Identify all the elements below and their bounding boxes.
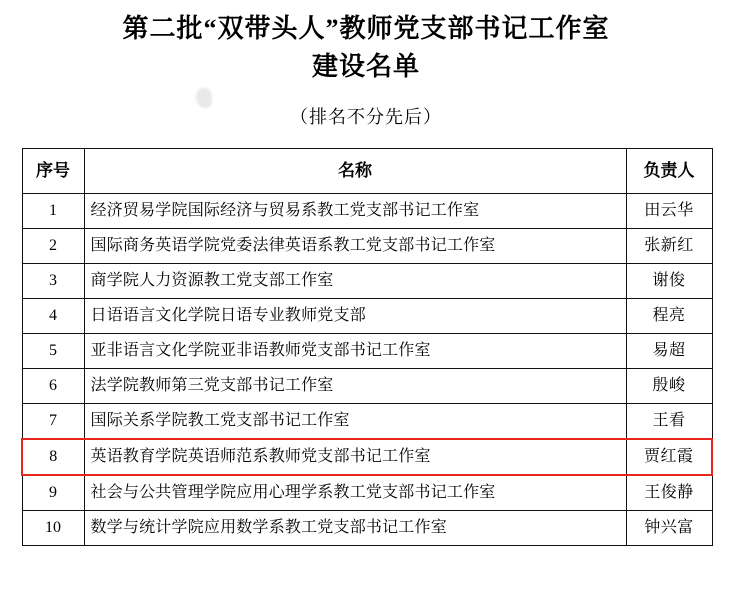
paper-smudge — [196, 88, 212, 108]
cell-name: 日语语言文化学院日语专业教师党支部 — [84, 299, 626, 334]
cell-seq: 6 — [22, 369, 84, 404]
table-row — [22, 475, 712, 511]
cell-seq: 2 — [22, 229, 84, 264]
cell-seq: 3 — [22, 264, 84, 299]
table-body — [22, 194, 712, 546]
cell-name: 商学院人力资源教工党支部工作室 — [84, 264, 626, 299]
cell-seq: 7 — [22, 404, 84, 440]
document-title — [0, 0, 732, 86]
cell-name: 亚非语言文化学院亚非语教师党支部书记工作室 — [84, 334, 626, 369]
cell-owner: 贾红霞 — [626, 439, 712, 475]
title-line-2: 建设名单 — [311, 52, 420, 81]
cell-seq: 5 — [22, 334, 84, 369]
cell-owner: 程亮 — [626, 299, 712, 334]
table-header — [22, 149, 712, 194]
workshop-list-table — [21, 148, 713, 546]
cell-seq: 9 — [22, 475, 84, 511]
cell-owner: 王看 — [626, 404, 712, 440]
table-header-row — [22, 149, 712, 194]
cell-seq: 8 — [22, 439, 84, 475]
table-row-highlighted — [22, 439, 712, 475]
cell-owner: 王俊静 — [626, 475, 712, 511]
cell-name: 英语教育学院英语师范系教师党支部书记工作室 — [84, 439, 626, 475]
table-row — [22, 264, 712, 299]
cell-owner: 殷峻 — [626, 369, 712, 404]
title-line-1: 第二批“双带头人”教师党支部书记工作室 — [122, 14, 610, 43]
cell-name: 国际关系学院教工党支部书记工作室 — [84, 404, 626, 440]
cell-owner: 谢俊 — [626, 264, 712, 299]
cell-name: 经济贸易学院国际经济与贸易系教工党支部书记工作室 — [84, 194, 626, 229]
column-header-seq: 序号 — [22, 149, 84, 194]
cell-owner: 易超 — [626, 334, 712, 369]
column-header-owner: 负责人 — [626, 149, 712, 194]
cell-owner: 张新红 — [626, 229, 712, 264]
table-row — [22, 229, 712, 264]
table-row — [22, 369, 712, 404]
table-row — [22, 334, 712, 369]
cell-owner: 钟兴富 — [626, 511, 712, 546]
cell-name: 法学院教师第三党支部书记工作室 — [84, 369, 626, 404]
document-subtitle: （排名不分先后） — [290, 107, 442, 127]
table-row — [22, 299, 712, 334]
cell-seq: 4 — [22, 299, 84, 334]
table-row — [22, 511, 712, 546]
table-row — [22, 404, 712, 440]
cell-name: 国际商务英语学院党委法律英语系教工党支部书记工作室 — [84, 229, 626, 264]
column-header-name: 名称 — [84, 149, 626, 194]
cell-seq: 1 — [22, 194, 84, 229]
cell-owner: 田云华 — [626, 194, 712, 229]
cell-name: 数学与统计学院应用数学系教工党支部书记工作室 — [84, 511, 626, 546]
table-row — [22, 194, 712, 229]
cell-seq: 10 — [22, 511, 84, 546]
cell-name: 社会与公共管理学院应用心理学系教工党支部书记工作室 — [84, 475, 626, 511]
list-table-wrapper — [21, 148, 711, 546]
